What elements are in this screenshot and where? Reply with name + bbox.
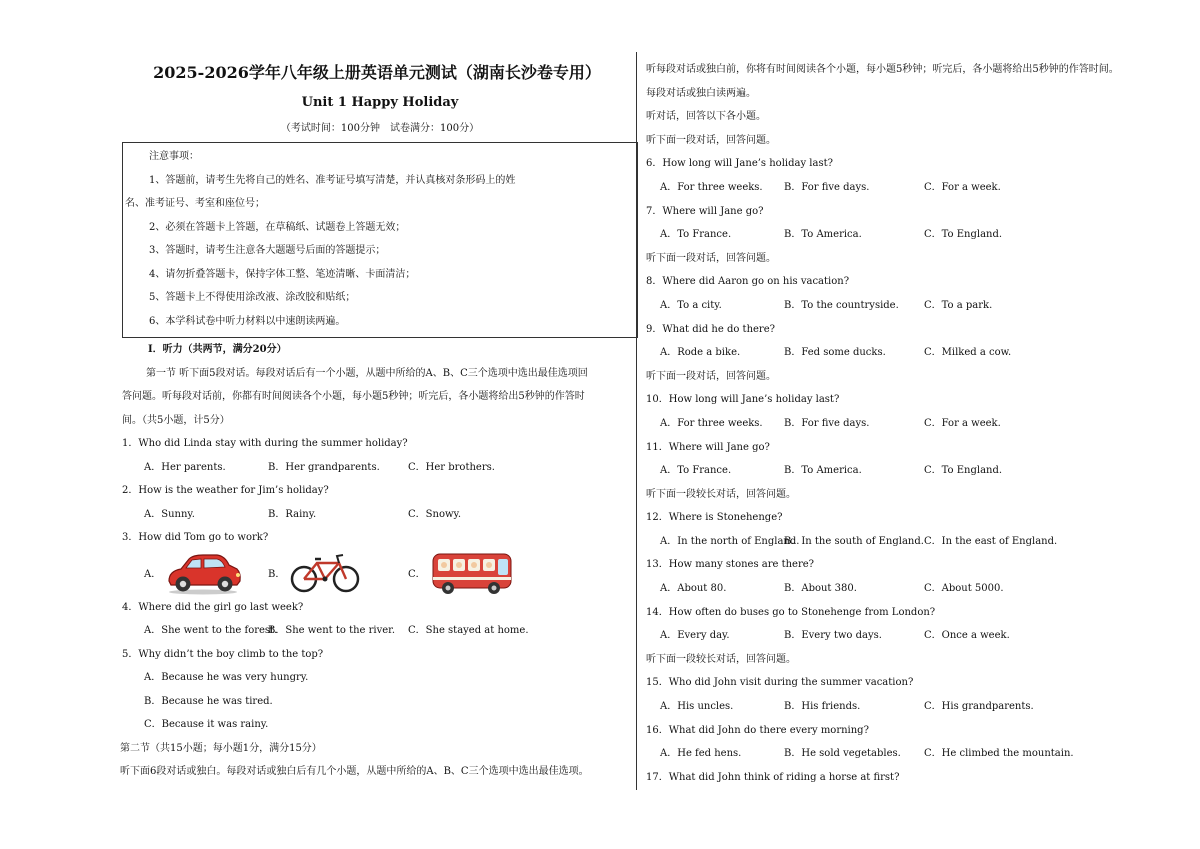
option-c: C．About 5000. [924,583,1004,595]
question: 8．Where did Aaron go on his vacation? [646,276,850,288]
question-5: 5．Why didn’t the boy climb to the top? [122,648,324,660]
question-4: 4．Where did the girl go last week? [122,601,304,613]
option-a: A．Rode a bike. [660,347,741,359]
options-row [646,341,1176,365]
notice-box [122,142,638,338]
column-divider [636,52,637,790]
picture-options-3 [122,550,638,596]
option-a [144,551,268,595]
option-c: C．To England. [924,229,1003,241]
option-b: B．To the countryside. [784,299,899,311]
options-row [646,530,1176,554]
options-row [646,412,1176,436]
red-bus-icon [430,550,514,596]
option-b: B．He sold vegetables. [784,748,901,760]
option-b [268,551,408,595]
option-a: A．To France. [660,229,732,241]
option-b: B．For five days. [784,417,870,429]
options-row [646,695,1176,719]
option-b: B．His friends. [784,701,861,713]
options-row [646,223,1176,247]
option-c: C．Snowy. [408,508,462,520]
option-a: A．About 80. [660,583,727,595]
question: 12．Where is Stonehenge? [646,512,783,524]
question-3: 3．How did Tom go to work? [122,532,269,543]
question: 11．Where will Jane go? [646,441,770,453]
section2-instructions: 听每段对话或独白前，你将有时间阅读各个小题，每小题5秒钟；听完后，各小题将给出5秒钟的作答时间。 [646,64,1119,75]
question: 9．What did he do there? [646,323,775,335]
option-c: C．Milked a cow. [924,347,1012,359]
options-row [646,742,1176,766]
option-c: C．For a week. [924,417,1001,429]
section1-instructions: 第一节 听下面5段对话。每段对话后有一个小题，从题中所给的A、B、C三个选项中选出最佳选项回 [146,367,588,379]
option-a: A．Her parents. [144,461,226,473]
options-row [646,294,1176,318]
option-b: B．To America. [784,465,862,477]
question: 7．Where will Jane go? [646,205,764,217]
option-b: B．Every two days. [784,630,882,642]
question: 16．What did John do there every morning? [646,724,869,736]
listening-prompt: 听下面一段对话，回答问题。 [646,134,776,146]
option-b-label: B． [268,569,286,580]
option-c: C．Once a week. [924,630,1010,642]
red-car-icon [165,551,243,595]
option-a-label: A． [144,569,162,580]
option-a: A．Because he was very hungry. [144,672,309,683]
option-b: B．She went to the river. [268,625,396,636]
listening-prompt: 听对话，回答以下各小题。 [646,111,766,123]
option-c: C．Because it was rainy. [144,719,269,730]
right-column [646,58,1176,789]
section1-instructions: 间。（共5小题，计5分） [122,414,230,426]
listening-prompt: 听下面一段对话，回答问题。 [646,252,776,264]
option-c: C．To England. [924,465,1003,477]
option-a: A．To a city. [660,299,722,311]
option-b: B．Because he was tired. [144,695,273,707]
option-b: B．To America. [784,229,862,241]
options-row [646,577,1176,601]
option-c: C．For a week. [924,181,1001,193]
bicycle-icon [289,551,361,595]
option-c-label: C． [408,569,426,580]
notice-line: 3、答题时，请考生注意各大题题号后面的答题提示； [149,245,386,256]
option-a: A．To France. [660,465,732,477]
option-a: A．Sunny. [144,508,195,520]
exam-info: （考试时间：100分钟 试卷满分：100分） [280,123,480,134]
option-a: A．Every day. [660,630,730,642]
option-c: C．He climbed the mountain. [924,748,1074,760]
option-b: B．In the south of England. [784,535,924,547]
question-1: 1．Who did Linda stay with during the summer holiday? [122,438,408,449]
notice-line: 2、必须在答题卡上答题，在草稿纸、试题卷上答题无效； [149,221,406,233]
options-row [646,459,1176,483]
question: 10．How long will Jane’s holiday last? [646,394,840,406]
left-column [122,58,638,784]
section2-instructions: 听下面6段对话或独白。每段对话或独白后有几个小题，从题中所给的A、B、C三个选项中选出最佳选项。 [120,766,589,777]
option-c [408,550,514,596]
section2-heading: 第二节（共15小题；每小题1分，满分15分） [120,742,322,754]
option-a: A．He fed hens. [660,748,742,760]
options-row [646,624,1176,648]
section2-instructions: 每段对话或独白读两遍。 [646,87,756,99]
question: 14．How often do buses go to Stonehenge from London? [646,606,936,618]
question: 17．What did John think of riding a horse at first? [646,771,900,783]
right-questions [646,152,1176,789]
notice-heading: 注意事项： [149,151,199,162]
option-b: B．For five days. [784,181,870,193]
options-row [646,176,1176,200]
option-a: A．For three weeks. [660,181,763,193]
question: 13．How many stones are there? [646,559,815,571]
option-b: B．Rainy. [268,508,317,520]
option-a: A．She went to the forest. [144,625,278,636]
section1-instructions: 答问题。听每段对话前，你都有时间阅读各个小题，每小题5秒钟；听完后，各小题将给出5秒钟的作答时 [122,391,585,402]
unit-subtitle: Unit 1 Happy Holiday [301,95,459,110]
question: 15．Who did John visit during the summer vacation? [646,677,914,689]
notice-line: 名、准考证号、考室和座位号； [125,198,265,209]
option-c: C．She stayed at home. [408,625,529,636]
notice-line: 4、请勿折叠答题卡，保持字体工整、笔迹清晰、卡面清洁； [149,268,416,280]
listening-prompt: 听下面一段较长对话，回答问题。 [646,653,796,665]
notice-line: 6、本学科试卷中听力材料以中速朗读两遍。 [149,315,346,327]
option-b: B．About 380. [784,583,857,595]
question-2: 2．How is the weather for Jim’s holiday? [122,485,329,496]
part1-heading: I．听力（共两节，满分20分） [148,344,287,355]
options-2 [122,503,638,527]
question: 6．How long will Jane’s holiday last? [646,158,833,170]
options-4 [122,619,638,643]
option-c: C．Her brothers. [408,461,495,473]
option-a: A．For three weeks. [660,417,763,429]
listening-prompt: 听下面一段对话，回答问题。 [646,370,776,382]
notice-line: 1、答题前，请考生先将自己的姓名、准考证号填写清楚，并认真核对条形码上的姓 [149,174,516,186]
notice-line: 5、答题卡上不得使用涂改液、涂改胶和贴纸； [149,292,356,303]
page-title: 2025-2026学年八年级上册英语单元测试（湖南长沙卷专用） [153,63,601,82]
option-a: A．In the north of England. [660,535,800,547]
option-c: C．To a park. [924,299,993,311]
option-b: B．Her grandparents. [268,461,380,473]
listening-prompt: 听下面一段较长对话，回答问题。 [646,488,796,500]
option-c: C．His grandparents. [924,701,1034,713]
option-a: A．His uncles. [660,701,734,713]
option-b: B．Fed some ducks. [784,347,886,359]
options-1 [122,456,638,480]
option-c: C．In the east of England. [924,535,1058,547]
